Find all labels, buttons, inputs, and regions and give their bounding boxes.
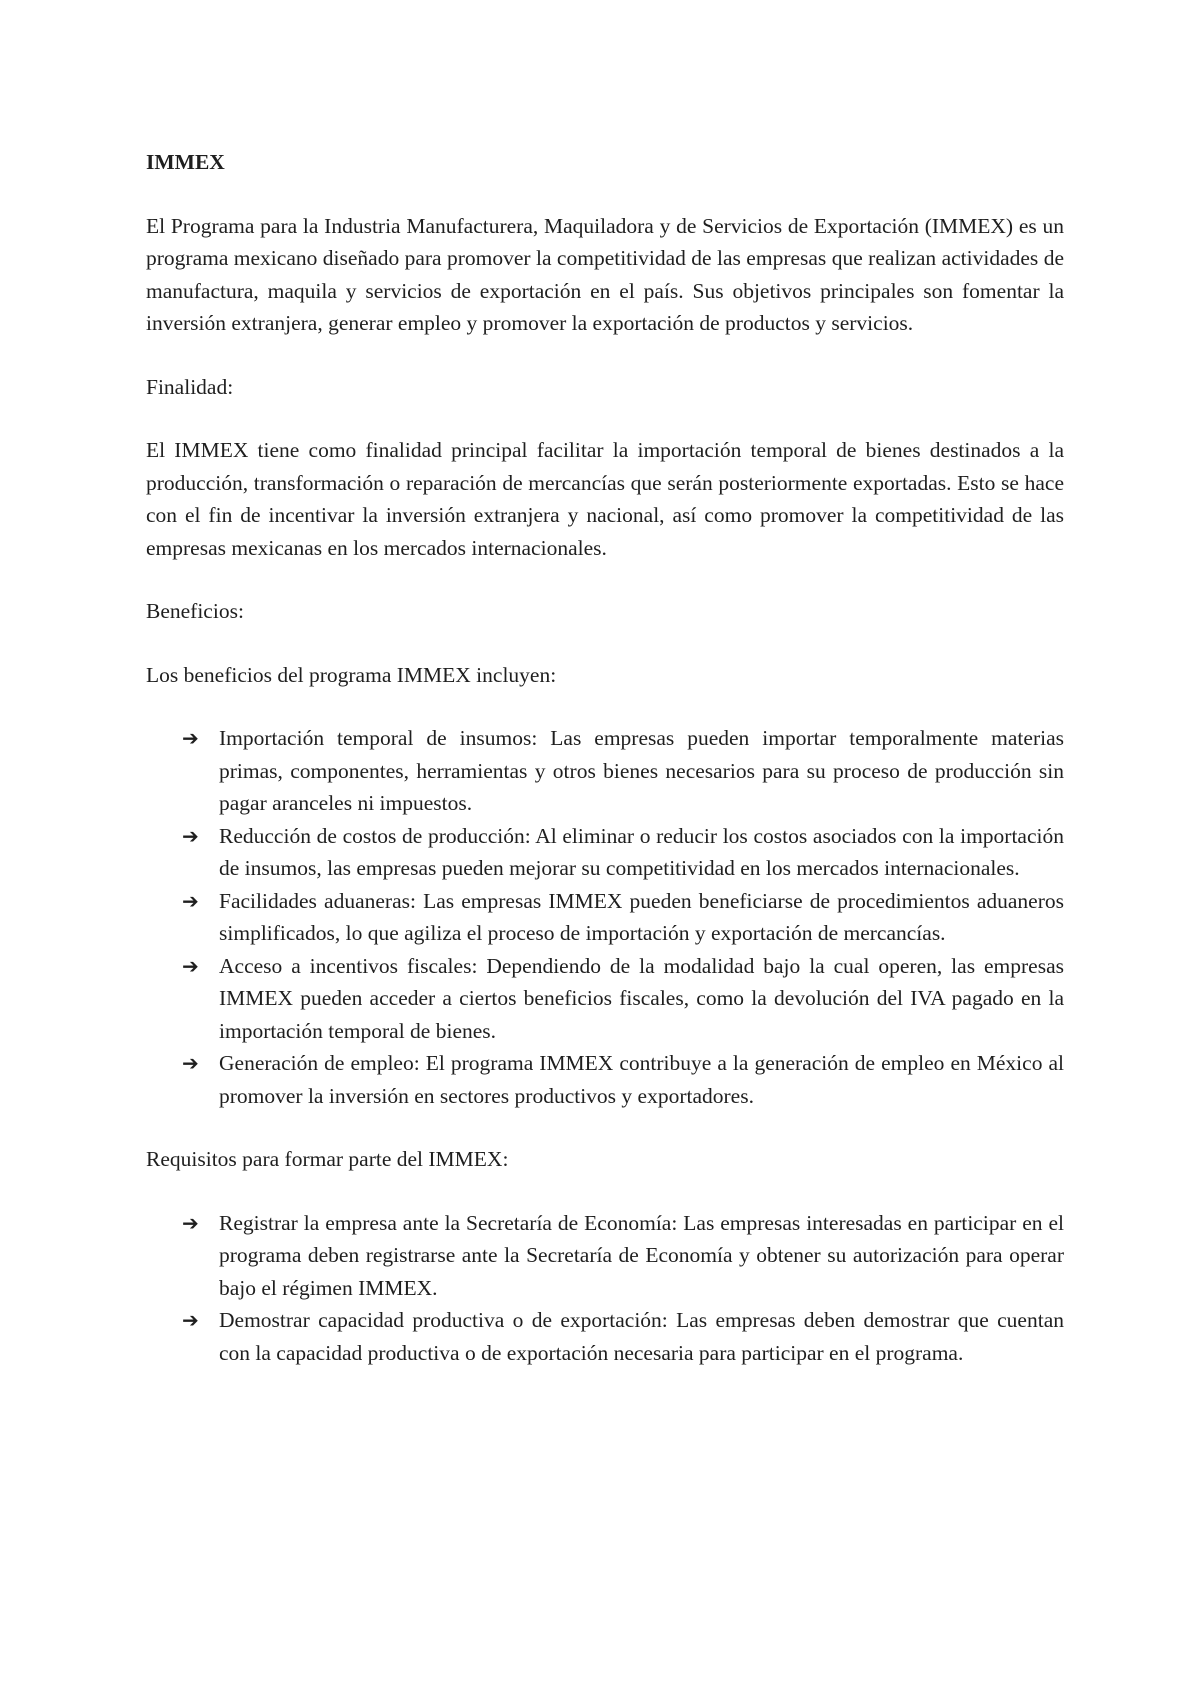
list-item-text: Importación temporal de insumos: Las empresas pueden importar temporalmente materias primas, componentes, herramientas y otros bienes necesarios para su proceso de producción sin pagar aranceles ni impuestos. bbox=[219, 726, 1064, 815]
finalidad-paragraph: El IMMEX tiene como finalidad principal facilitar la importación temporal de bienes destinados a la producción, transformación o reparación de mercancías que serán posteriormente exportadas. Esto se hace con el fin de incentivar la inversión extranjera y nacional, así como promover la competitividad de las empresas mexicanas en los mercados internacionales. bbox=[146, 438, 1064, 560]
arrow-right-icon: ➔ bbox=[182, 1051, 199, 1075]
list-item-text: Reducción de costos de producción: Al eliminar o reducir los costos asociados con la importación de insumos, las empresas pueden mejorar su competitividad en los mercados internacionales. bbox=[219, 823, 1064, 880]
list-item-text: Generación de empleo: El programa IMMEX contribuye a la generación de empleo en México al promover la inversión en sectores productivos y exportadores. bbox=[219, 1051, 1064, 1108]
requisitos-list bbox=[146, 1207, 1064, 1370]
list-item-text: Acceso a incentivos fiscales: Dependiendo de la modalidad bajo la cual operen, las empresas IMMEX pueden acceder a ciertos beneficios fiscales, como la devolución del IVA pagado en la importación temporal de bienes. bbox=[219, 953, 1064, 1043]
arrow-right-icon: ➔ bbox=[182, 953, 199, 978]
list-item-text: Facilidades aduaneras: Las empresas IMMEX pueden beneficiarse de procedimientos aduaneros simplificados, lo que agiliza el proceso de importación y exportación de mercancías. bbox=[219, 888, 1064, 945]
list-item bbox=[146, 820, 1064, 885]
list-item bbox=[146, 722, 1064, 820]
list-item bbox=[146, 1304, 1064, 1369]
arrow-right-icon: ➔ bbox=[182, 823, 199, 848]
document-title: IMMEX bbox=[146, 150, 225, 174]
beneficios-intro: Los beneficios del programa IMMEX incluyen: bbox=[146, 662, 557, 687]
list-item bbox=[146, 885, 1064, 950]
list-item-text: Registrar la empresa ante la Secretaría de Economía: Las empresas interesadas en participar en el programa deben registrarse ante la Secretaría de Economía y obtener su autorización para operar bajo el régimen IMMEX. bbox=[219, 1210, 1064, 1300]
beneficios-heading: Beneficios: bbox=[146, 599, 244, 623]
requisitos-heading: Requisitos para formar parte del IMMEX: bbox=[146, 1147, 509, 1171]
list-item bbox=[146, 1207, 1064, 1305]
arrow-right-icon: ➔ bbox=[182, 726, 199, 750]
arrow-right-icon: ➔ bbox=[182, 888, 199, 913]
list-item bbox=[146, 1047, 1064, 1112]
beneficios-list bbox=[146, 722, 1064, 1112]
document-page bbox=[146, 146, 1064, 1400]
list-item bbox=[146, 950, 1064, 1048]
list-item-text: Demostrar capacidad productiva o de exportación: Las empresas deben demostrar que cuentan con la capacidad productiva o de exportación necesaria para participar en el programa. bbox=[219, 1308, 1064, 1365]
arrow-right-icon: ➔ bbox=[182, 1308, 199, 1332]
finalidad-heading: Finalidad: bbox=[146, 374, 234, 399]
intro-paragraph: El Programa para la Industria Manufacturera, Maquiladora y de Servicios de Exportación (IMMEX) es un programa mexicano diseñado para promover la competitividad de las empresas que realizan actividades de manufactura, maquila y servicios de exportación en el país. Sus objetivos principales son fomentar la inversión extranjera, generar empleo y promover la exportación de productos y servicios. bbox=[146, 213, 1064, 335]
arrow-right-icon: ➔ bbox=[182, 1210, 199, 1235]
